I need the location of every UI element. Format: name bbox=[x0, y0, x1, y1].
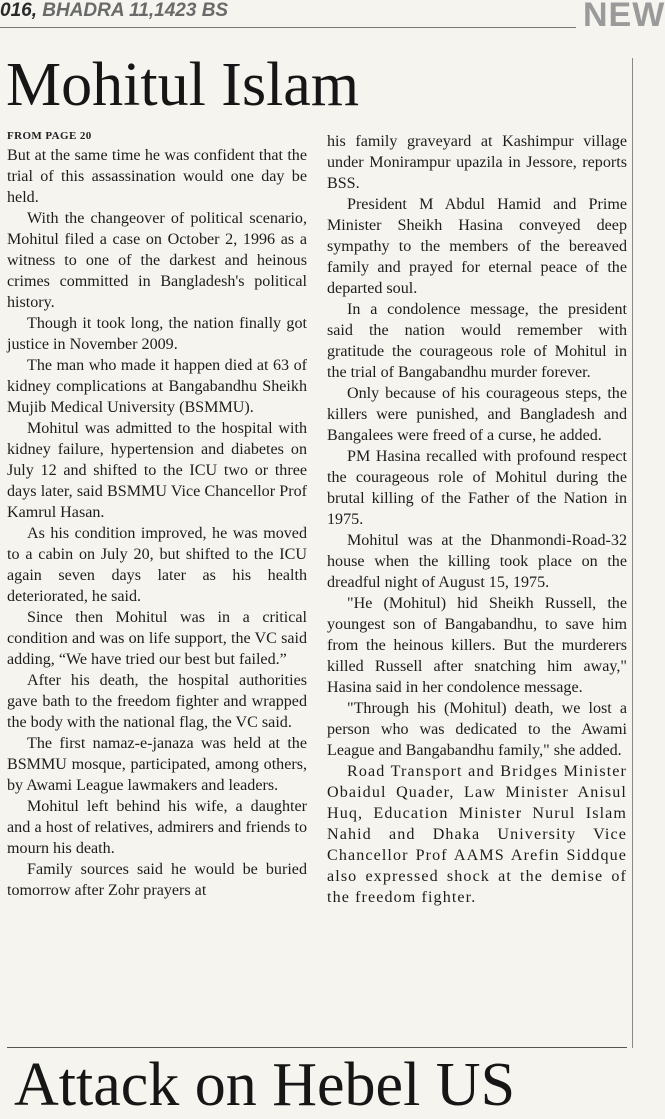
paragraph: PM Hasina recalled with profound respect the courageous role of Mohitul during the brutal killing of the Father of the Nation in 1975. bbox=[327, 448, 627, 528]
paragraph: Mohitul left behind his wife, a daughter and a host of relatives, admirers and friends to mourn his death. bbox=[7, 798, 307, 857]
dateline-year: 016, bbox=[0, 0, 37, 21]
article-column-left bbox=[7, 128, 307, 901]
next-article-headline: Attack on Hebel US bbox=[14, 1051, 516, 1119]
bottom-rule bbox=[7, 1047, 627, 1048]
paragraph: Mohitul was admitted to the hospital with kidney failure, hypertension and diabetes on July 12 and shifted to the ICU two or three days later, said BSMMU Vice Chancellor Prof Kamrul Hasan. bbox=[7, 420, 307, 521]
top-rule bbox=[0, 27, 576, 28]
paragraph: Mohitul was at the Dhanmondi-Road-32 house when the killing took place on the dreadful night of August 15, 1975. bbox=[327, 532, 627, 591]
paragraph: In a condolence message, the president said the nation would remember with gratitude the courageous role of Mohitul in the trial of Bangabandhu murder forever. bbox=[327, 301, 627, 381]
paragraph: Family sources said he would be buried tomorrow after Zohr prayers at bbox=[7, 861, 307, 899]
paragraph: The first namaz-e-janaza was held at the BSMMU mosque, participated, among others, by Awami League lawmakers and leaders. bbox=[7, 735, 307, 794]
paragraph: "Through his (Mohitul) death, we lost a person who was dedicated to the Awami League and Bangabandhu family," she added. bbox=[327, 700, 627, 759]
column-divider bbox=[632, 58, 633, 1048]
paragraph: his family graveyard at Kashimpur village under Monirampur upazila in Jessore, reports BSS. bbox=[327, 133, 627, 192]
paragraph: As his condition improved, he was moved to a cabin on July 20, but shifted to the ICU again seven days later as his health deteriorated, he said. bbox=[7, 525, 307, 605]
dateline-date: BHADRA 11,1423 BS bbox=[36, 0, 229, 21]
article-column-right bbox=[327, 131, 627, 908]
paragraph: Since then Mohitul was in a critical condition and was on life support, the VC said adding, “We have tried our best but failed.” bbox=[7, 609, 307, 668]
dateline bbox=[0, 0, 228, 26]
jump-label: FROM PAGE 20 bbox=[7, 130, 92, 142]
paragraph: President M Abdul Hamid and Prime Minister Sheikh Hasina conveyed deep sympathy to the members of the bereaved family and prayed for eternal peace of the departed soul. bbox=[327, 196, 627, 297]
paragraph: "He (Mohitul) hid Sheikh Russell, the youngest son of Bangabandhu, to save him from the heinous killers. But the murderers killed Russell after snatching him away," Hasina said in her condolence message. bbox=[327, 595, 627, 696]
paragraph: Though it took long, the nation finally got justice in November 2009. bbox=[7, 315, 307, 353]
paragraph: Only because of his courageous steps, the killers were punished, and Bangladesh and Bangalees were freed of a curse, he added. bbox=[327, 385, 627, 444]
paragraph: After his death, the hospital authorities gave bath to the freedom fighter and wrapped the body with the national flag, the VC said. bbox=[7, 672, 307, 731]
paragraph: But at the same time he was confident that the trial of this assassination would one day be held. bbox=[7, 147, 307, 206]
paragraph: The man who made it happen died at 63 of kidney complications at Bangabandhu Sheikh Mujib Medical University (BSMMU). bbox=[7, 357, 307, 416]
newspaper-brand: NEW bbox=[583, 0, 665, 34]
paragraph: Road Transport and Bridges Minister Obaidul Quader, Law Minister Anisul Huq, Education Minister Nurul Islam Nahid and Dhaka University Vice Chancellor Prof AAMS Arefin Siddque also expressed shock at the demise of the freedom fighter. bbox=[327, 763, 627, 906]
paragraph: With the changeover of political scenario, Mohitul filed a case on October 2, 1996 as a witness to one of the darkest and heinous crimes committed in Bangladesh's political history. bbox=[7, 210, 307, 311]
article-headline: Mohitul Islam bbox=[6, 51, 360, 119]
